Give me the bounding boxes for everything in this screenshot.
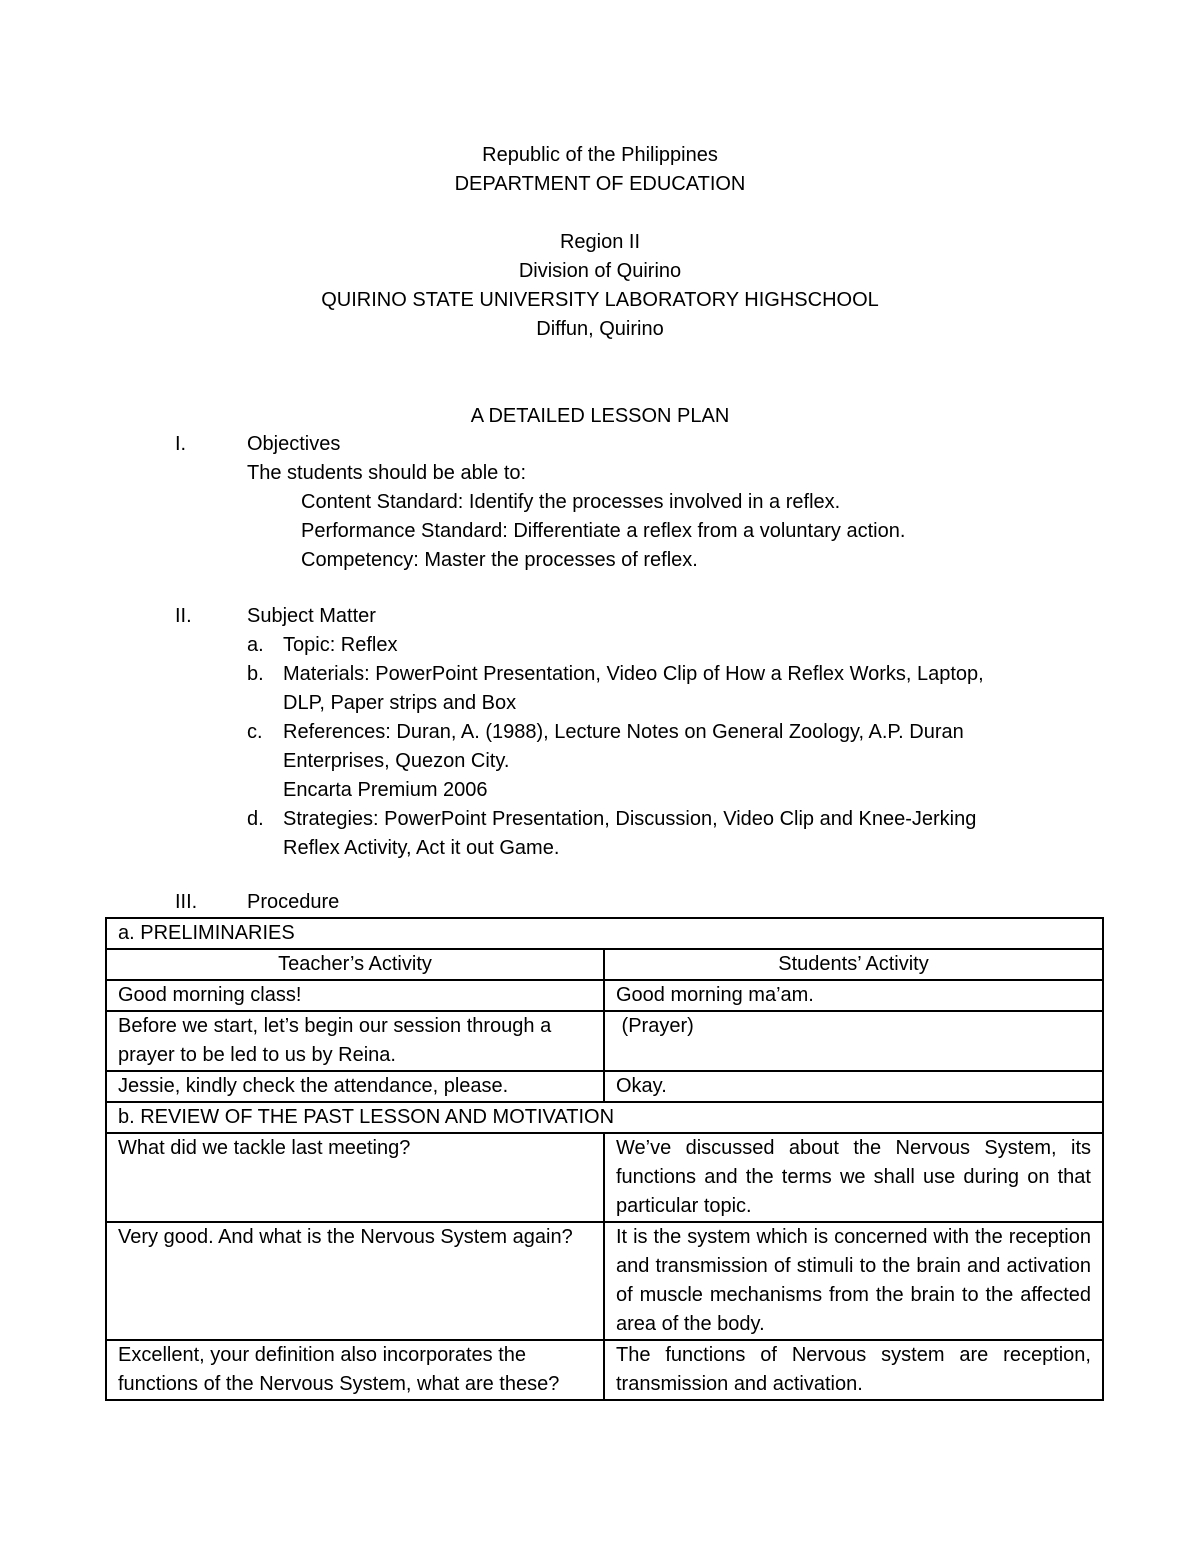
header-division: Division of Quirino — [518, 260, 682, 282]
procedure-heading — [0, 888, 1200, 917]
objectives-section — [0, 430, 1200, 575]
materials-line-2: DLP, Paper strips and Box — [283, 692, 517, 714]
item-letter-a: a. — [247, 634, 264, 656]
item-letter-d: d. — [247, 808, 264, 830]
subject-matter-numeral: II. — [175, 605, 192, 627]
objective-content-standard: Content Standard: Identify the processes involved in a reflex. — [301, 491, 841, 513]
teacher-cell: Very good. And what is the Nervous System again? — [106, 1222, 604, 1340]
topic-line: Topic: Reflex — [283, 634, 398, 656]
table-row — [106, 1340, 1103, 1400]
section-review-motivation: b. REVIEW OF THE PAST LESSON AND MOTIVATION — [106, 1102, 1103, 1133]
document-header — [0, 141, 1200, 431]
strategies-line-1: Strategies: PowerPoint Presentation, Discussion, Video Clip and Knee-Jerking — [283, 808, 977, 830]
item-letter-c: c. — [247, 721, 263, 743]
references-line-3: Encarta Premium 2006 — [283, 779, 488, 801]
section-preliminaries: a. PRELIMINARIES — [106, 918, 1103, 949]
procedure-numeral: III. — [175, 891, 198, 913]
references-line-1: References: Duran, A. (1988), Lecture Notes on General Zoology, A.P. Duran — [283, 721, 964, 743]
table-row — [106, 1133, 1103, 1222]
procedure-table — [105, 917, 1104, 1401]
students-cell: (Prayer) — [604, 1011, 1103, 1071]
table-row — [106, 980, 1103, 1011]
table-row — [106, 949, 1103, 980]
students-cell: It is the system which is concerned with the reception and transmission of stimuli to the brain and activation of muscle mechanisms from the brain to the affected area of the body. — [604, 1222, 1103, 1340]
students-cell: Good morning ma’am. — [604, 980, 1103, 1011]
objectives-numeral: I. — [175, 433, 187, 455]
procedure-title: Procedure — [247, 891, 340, 913]
column-header-teacher: Teacher’s Activity — [106, 949, 604, 980]
teacher-cell: Good morning class! — [106, 980, 604, 1011]
table-row — [106, 1222, 1103, 1340]
materials-line-1: Materials: PowerPoint Presentation, Video Clip of How a Reflex Works, Laptop, — [283, 663, 984, 685]
students-cell: Okay. — [604, 1071, 1103, 1102]
strategies-line-2: Reflex Activity, Act it out Game. — [283, 837, 560, 859]
table-row — [106, 1102, 1103, 1133]
objective-performance-standard: Performance Standard: Differentiate a reflex from a voluntary action. — [301, 520, 906, 542]
header-republic: Republic of the Philippines — [482, 144, 718, 166]
header-region: Region II — [559, 231, 641, 253]
table-row — [106, 1011, 1103, 1071]
subject-matter-section — [0, 602, 1200, 862]
objectives-intro: The students should be able to: — [247, 462, 527, 484]
header-school: QUIRINO STATE UNIVERSITY LABORATORY HIGHSCHOOL — [321, 289, 879, 311]
students-cell: We’ve discussed about the Nervous System, its functions and the terms we shall use during on that particular topic. — [604, 1133, 1103, 1222]
item-letter-b: b. — [247, 663, 264, 685]
subject-matter-title: Subject Matter — [247, 605, 376, 627]
document-title: A DETAILED LESSON PLAN — [470, 405, 730, 427]
teacher-cell: Jessie, kindly check the attendance, please. — [106, 1071, 604, 1102]
students-cell: The functions of Nervous system are reception, transmission and activation. — [604, 1340, 1103, 1400]
objectives-title: Objectives — [247, 433, 341, 455]
header-department: DEPARTMENT OF EDUCATION — [454, 173, 746, 195]
teacher-cell: Excellent, your definition also incorporates the functions of the Nervous System, what are these? — [106, 1340, 604, 1400]
objective-competency: Competency: Master the processes of reflex. — [301, 549, 698, 571]
table-row — [106, 918, 1103, 949]
header-location: Diffun, Quirino — [536, 318, 664, 340]
teacher-cell: Before we start, let’s begin our session through a prayer to be led to us by Reina. — [106, 1011, 604, 1071]
teacher-cell: What did we tackle last meeting? — [106, 1133, 604, 1222]
column-header-students: Students’ Activity — [604, 949, 1103, 980]
references-line-2: Enterprises, Quezon City. — [283, 750, 510, 772]
table-row — [106, 1071, 1103, 1102]
